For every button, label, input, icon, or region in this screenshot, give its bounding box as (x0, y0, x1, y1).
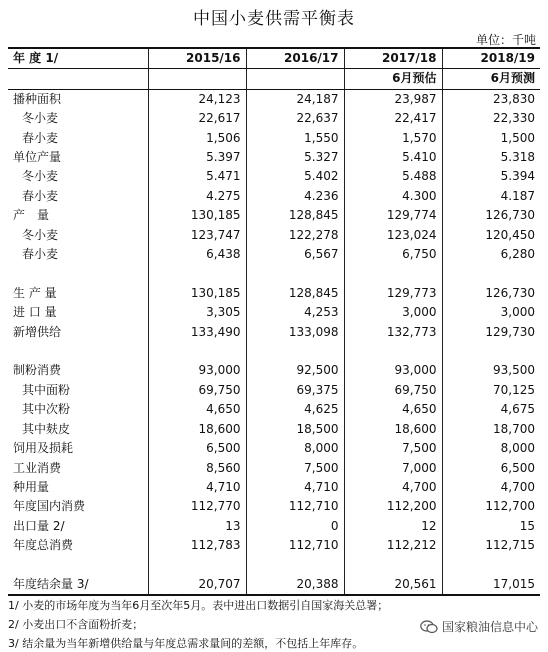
row-value: 23,987 (344, 89, 442, 109)
row-label: 生 产 量 (13, 285, 57, 300)
row-value: 1,550 (246, 129, 344, 148)
row-value: 4,675 (442, 400, 540, 419)
spacer-cell (344, 556, 442, 575)
row-value: 3,000 (442, 303, 540, 322)
row-value: 8,560 (148, 459, 246, 478)
row-value: 5.471 (148, 167, 246, 186)
table-row (8, 400, 540, 419)
header-year: 2017/18 (344, 48, 442, 69)
row-value: 133,490 (148, 323, 246, 342)
table-row (8, 167, 540, 186)
header-year: 2015/16 (148, 48, 246, 69)
row-label: 其中次粉 (22, 402, 71, 417)
balance-table (8, 47, 540, 596)
row-value: 112,715 (442, 536, 540, 555)
row-value: 69,750 (344, 381, 442, 400)
row-value: 4.236 (246, 187, 344, 206)
table-row (8, 575, 540, 595)
brand-watermark (420, 618, 538, 635)
row-label: 年度结余量 3/ (8, 575, 148, 595)
row-value: 20,707 (148, 575, 246, 595)
header-year: 2018/19 (442, 48, 540, 69)
row-value: 18,500 (246, 420, 344, 439)
row-value: 6,500 (148, 439, 246, 458)
table-row (8, 284, 540, 303)
subheader-empty (8, 69, 148, 89)
row-label: 年度国内消费 (13, 499, 86, 514)
spacer-cell (148, 556, 246, 575)
row-value: 8,000 (442, 439, 540, 458)
row-value: 6,280 (442, 245, 540, 264)
spacer-cell (8, 264, 148, 283)
row-value: 112,783 (148, 536, 246, 555)
row-value: 6,567 (246, 245, 344, 264)
row-value: 133,098 (246, 323, 344, 342)
row-label: 其中麸皮 (22, 421, 71, 436)
row-value: 4,253 (246, 303, 344, 322)
row-value: 7,500 (344, 439, 442, 458)
spacer-cell (442, 264, 540, 283)
row-value: 6,438 (148, 245, 246, 264)
row-value: 122,278 (246, 226, 344, 245)
row-label: 播种面积 (13, 91, 62, 106)
row-value: 1,506 (148, 129, 246, 148)
row-value: 12 (344, 517, 442, 536)
row-value: 4,700 (344, 478, 442, 497)
row-value: 93,000 (344, 361, 442, 380)
header-year-label: 年 度 1/ (8, 48, 148, 69)
row-label: 进 口 量 (13, 305, 57, 320)
subheader-cell (148, 69, 246, 89)
row-value: 69,375 (246, 381, 344, 400)
row-value: 93,500 (442, 361, 540, 380)
page-title: 中国小麦供需平衡表 (193, 9, 355, 29)
row-value: 18,600 (148, 420, 246, 439)
row-value: 4.187 (442, 187, 540, 206)
row-value: 5.397 (148, 148, 246, 167)
row-value: 130,185 (148, 206, 246, 225)
header-year: 2016/17 (246, 48, 344, 69)
table-row (8, 420, 540, 439)
table-row (8, 226, 540, 245)
row-value: 3,000 (344, 303, 442, 322)
wechat-icon (420, 620, 438, 634)
row-value: 69,750 (148, 381, 246, 400)
row-value: 4.300 (344, 187, 442, 206)
spacer-cell (148, 264, 246, 283)
row-value: 4.275 (148, 187, 246, 206)
row-label: 单位产量 (13, 150, 62, 165)
table-row (8, 245, 540, 264)
row-label: 产 量 (13, 208, 50, 223)
table-row (8, 303, 540, 322)
row-value: 130,185 (148, 284, 246, 303)
row-value: 5.394 (442, 167, 540, 186)
subheader-cell: 6月预测 (442, 69, 540, 89)
row-label: 出口量 2/ (13, 518, 65, 533)
row-value: 70,125 (442, 381, 540, 400)
table-row (8, 187, 540, 206)
row-value: 4,650 (148, 400, 246, 419)
row-value: 4,700 (442, 478, 540, 497)
row-label: 工业消费 (13, 460, 62, 475)
row-value: 132,773 (344, 323, 442, 342)
row-value: 5.402 (246, 167, 344, 186)
row-value: 126,730 (442, 206, 540, 225)
row-value: 20,388 (246, 575, 344, 595)
row-value: 17,015 (442, 575, 540, 595)
row-value: 123,024 (344, 226, 442, 245)
table-row (8, 89, 540, 109)
row-value: 3,305 (148, 303, 246, 322)
table-header-row (8, 48, 540, 69)
row-label: 春小麦 (22, 130, 59, 145)
table-row (8, 478, 540, 497)
row-label: 饲用及损耗 (13, 441, 74, 456)
row-value: 5.318 (442, 148, 540, 167)
row-value: 112,710 (246, 497, 344, 516)
row-label: 种用量 (13, 479, 50, 494)
row-value: 5.488 (344, 167, 442, 186)
row-label: 春小麦 (22, 188, 59, 203)
row-label: 新增供给 (13, 324, 62, 339)
row-value: 0 (246, 517, 344, 536)
row-value: 22,330 (442, 109, 540, 128)
spacer-cell (442, 556, 540, 575)
table-row (8, 129, 540, 148)
spacer-cell (8, 556, 148, 575)
row-value: 112,200 (344, 497, 442, 516)
spacer-cell (344, 264, 442, 283)
spacer-cell (148, 342, 246, 361)
row-value: 24,187 (246, 89, 344, 109)
row-value: 120,450 (442, 226, 540, 245)
row-value: 4,710 (148, 478, 246, 497)
row-value: 112,700 (442, 497, 540, 516)
spacer-cell (442, 342, 540, 361)
unit-label: 单位：千吨 (475, 33, 536, 47)
row-label: 冬小麦 (22, 111, 59, 126)
spacer-cell (246, 264, 344, 283)
row-value: 129,730 (442, 323, 540, 342)
row-value: 92,500 (246, 361, 344, 380)
table-row (8, 459, 540, 478)
row-value: 6,500 (442, 459, 540, 478)
row-value: 13 (148, 517, 246, 536)
spacer-cell (246, 556, 344, 575)
row-label: 其中面粉 (22, 382, 71, 397)
spacer-row (8, 342, 540, 361)
row-value: 112,770 (148, 497, 246, 516)
row-value: 18,600 (344, 420, 442, 439)
row-value: 22,617 (148, 109, 246, 128)
row-label: 春小麦 (22, 247, 59, 262)
spacer-cell (8, 342, 148, 361)
row-value: 22,637 (246, 109, 344, 128)
row-value: 129,774 (344, 206, 442, 225)
row-label: 冬小麦 (22, 169, 59, 184)
table-row (8, 439, 540, 458)
row-value: 123,747 (148, 226, 246, 245)
table-row (8, 517, 540, 536)
row-value: 24,123 (148, 89, 246, 109)
row-value: 112,212 (344, 536, 442, 555)
table-row (8, 109, 540, 128)
table-row (8, 323, 540, 342)
row-value: 1,500 (442, 129, 540, 148)
row-value: 23,830 (442, 89, 540, 109)
table-row (8, 148, 540, 167)
footnote-3: 3/ 结余量为当年新增供给量与年度总需求量间的差额，不包括上年库存。 (8, 637, 364, 650)
row-value: 126,730 (442, 284, 540, 303)
row-value: 7,500 (246, 459, 344, 478)
row-label: 制粉消费 (13, 363, 62, 378)
row-value: 4,710 (246, 478, 344, 497)
footnote-1: 1/ 小麦的市场年度为当年6月至次年5月。表中进出口数据引自国家海关总署； (8, 599, 389, 612)
row-value: 4,650 (344, 400, 442, 419)
spacer-row (8, 556, 540, 575)
row-value: 5.410 (344, 148, 442, 167)
spacer-cell (344, 342, 442, 361)
table-row (8, 497, 540, 516)
row-value: 129,773 (344, 284, 442, 303)
table-row (8, 206, 540, 225)
row-value: 112,710 (246, 536, 344, 555)
table-row (8, 361, 540, 380)
footnote-2: 2/ 小麦出口不含面粉折麦； (8, 618, 144, 631)
row-value: 1,570 (344, 129, 442, 148)
spacer-row (8, 264, 540, 283)
row-value: 8,000 (246, 439, 344, 458)
row-value: 128,845 (246, 206, 344, 225)
table-row (8, 536, 540, 555)
row-value: 7,000 (344, 459, 442, 478)
row-value: 22,417 (344, 109, 442, 128)
row-value: 15 (442, 517, 540, 536)
row-label: 年度总消费 (13, 538, 74, 553)
subheader-cell: 6月预估 (344, 69, 442, 89)
row-value: 18,700 (442, 420, 540, 439)
row-label: 冬小麦 (22, 227, 59, 242)
row-value: 93,000 (148, 361, 246, 380)
table-row (8, 381, 540, 400)
row-value: 5.327 (246, 148, 344, 167)
table-subheader-row (8, 69, 540, 89)
row-value: 20,561 (344, 575, 442, 595)
row-value: 6,750 (344, 245, 442, 264)
row-value: 4,625 (246, 400, 344, 419)
subheader-cell (246, 69, 344, 89)
brand-text: 国家粮油信息中心 (441, 620, 538, 634)
row-value: 128,845 (246, 284, 344, 303)
spacer-cell (246, 342, 344, 361)
